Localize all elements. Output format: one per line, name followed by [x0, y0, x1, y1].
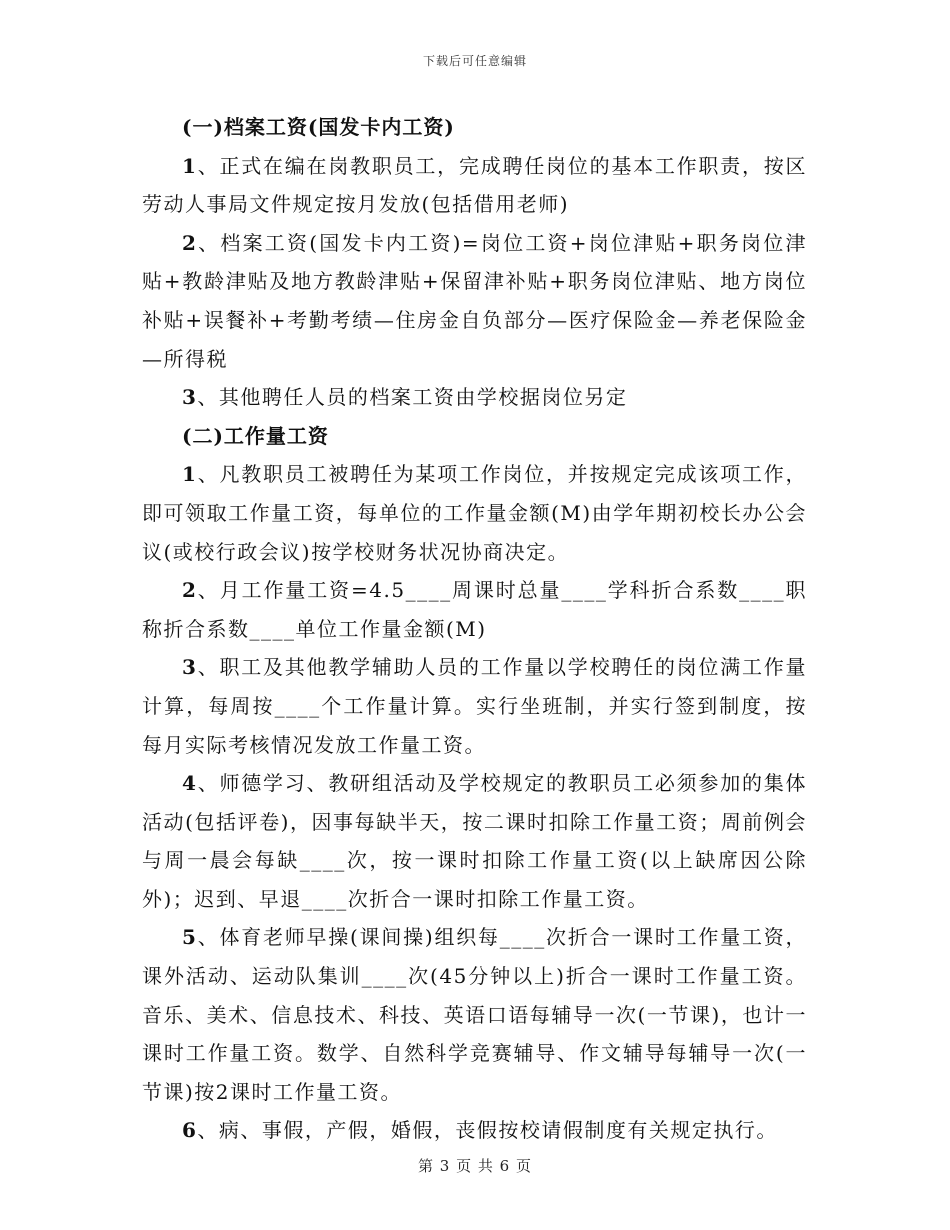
paragraph	[142, 378, 807, 417]
paragraph	[142, 571, 807, 648]
paragraph	[142, 648, 807, 764]
item-number: 2	[182, 230, 198, 255]
page-footer: 第 3 页 共 6 页	[418, 1157, 532, 1175]
paragraph-text: 、师德学习、教研组活动及学校规定的教职员工必须参加的集体活动(包括评卷)，因事每缺半天，按二课时扣除工作量工资；周前例会与周一晨会每缺____次，按一课时扣除工作量工资(以上缺席因公除外)；迟到、早退____次折合一课时扣除工作量工资。	[142, 771, 807, 911]
paragraph	[142, 224, 807, 378]
paragraph	[142, 1111, 807, 1150]
item-number: 2	[182, 578, 198, 603]
item-number: 1	[182, 462, 198, 487]
item-number: 3	[182, 385, 198, 410]
paragraph-text: 、病、事假，产假，婚假，丧假按校请假制度有关规定执行。	[197, 1118, 778, 1143]
paragraph-text: 、体育老师早操(课间操)组织每____次折合一课时工作量工资，课外活动、运动队集训____次(45分钟以上)折合一课时工作量工资。音乐、美术、信息技术、科技、英语口语每辅导一次(一节课)，也计一课时工作量工资。数学、自然科学竞赛辅导、作文辅导每辅导一次(一节课)按2课时工作量工资。	[142, 925, 807, 1104]
paragraph-text: 、正式在编在岗教职员工，完成聘任岗位的基本工作职责，按区劳动人事局文件规定按月发放(包括借用老师)	[142, 153, 807, 217]
item-number: 4	[182, 771, 198, 796]
paragraph-text: 、档案工资(国发卡内工资)=岗位工资+岗位津贴+职务岗位津贴+教龄津贴及地方教龄津贴+保留津补贴+职务岗位津贴、地方岗位补贴+误餐补+考勤考绩—住房金自负部分—医疗保险金—养老保险金—所得税	[142, 230, 807, 371]
paragraph	[142, 455, 807, 571]
document-body	[142, 108, 807, 1150]
paragraph	[142, 764, 807, 918]
item-number: 6	[182, 1118, 198, 1143]
paragraph	[142, 918, 807, 1111]
section-heading: (一)档案工资(国发卡内工资)	[182, 115, 455, 139]
paragraph-text: 、月工作量工资=4.5____周课时总量____学科折合系数____职称折合系数____单位工作量金额(M)	[142, 578, 807, 641]
item-number: 1	[182, 153, 198, 178]
paragraph	[142, 147, 807, 224]
section-heading: (二)工作量工资	[182, 423, 329, 448]
paragraph-text: 、其他聘任人员的档案工资由学校据岗位另定	[197, 385, 628, 410]
paragraph-text: 、凡教职员工被聘任为某项工作岗位，并按规定完成该项工作，即可领取工作量工资，每单位的工作量金额(M)由学年期初校长办公会议(或校行政会议)按学校财务状况协商决定。	[142, 462, 807, 564]
page-header: 下载后可任意编辑	[422, 54, 527, 68]
paragraph-text: 、职工及其他教学辅助人员的工作量以学校聘任的岗位满工作量计算，每周按____个工作量计算。实行坐班制，并实行签到制度，按每月实际考核情况发放工作量工资。	[142, 655, 807, 757]
item-number: 3	[182, 655, 198, 680]
item-number: 5	[182, 925, 198, 950]
